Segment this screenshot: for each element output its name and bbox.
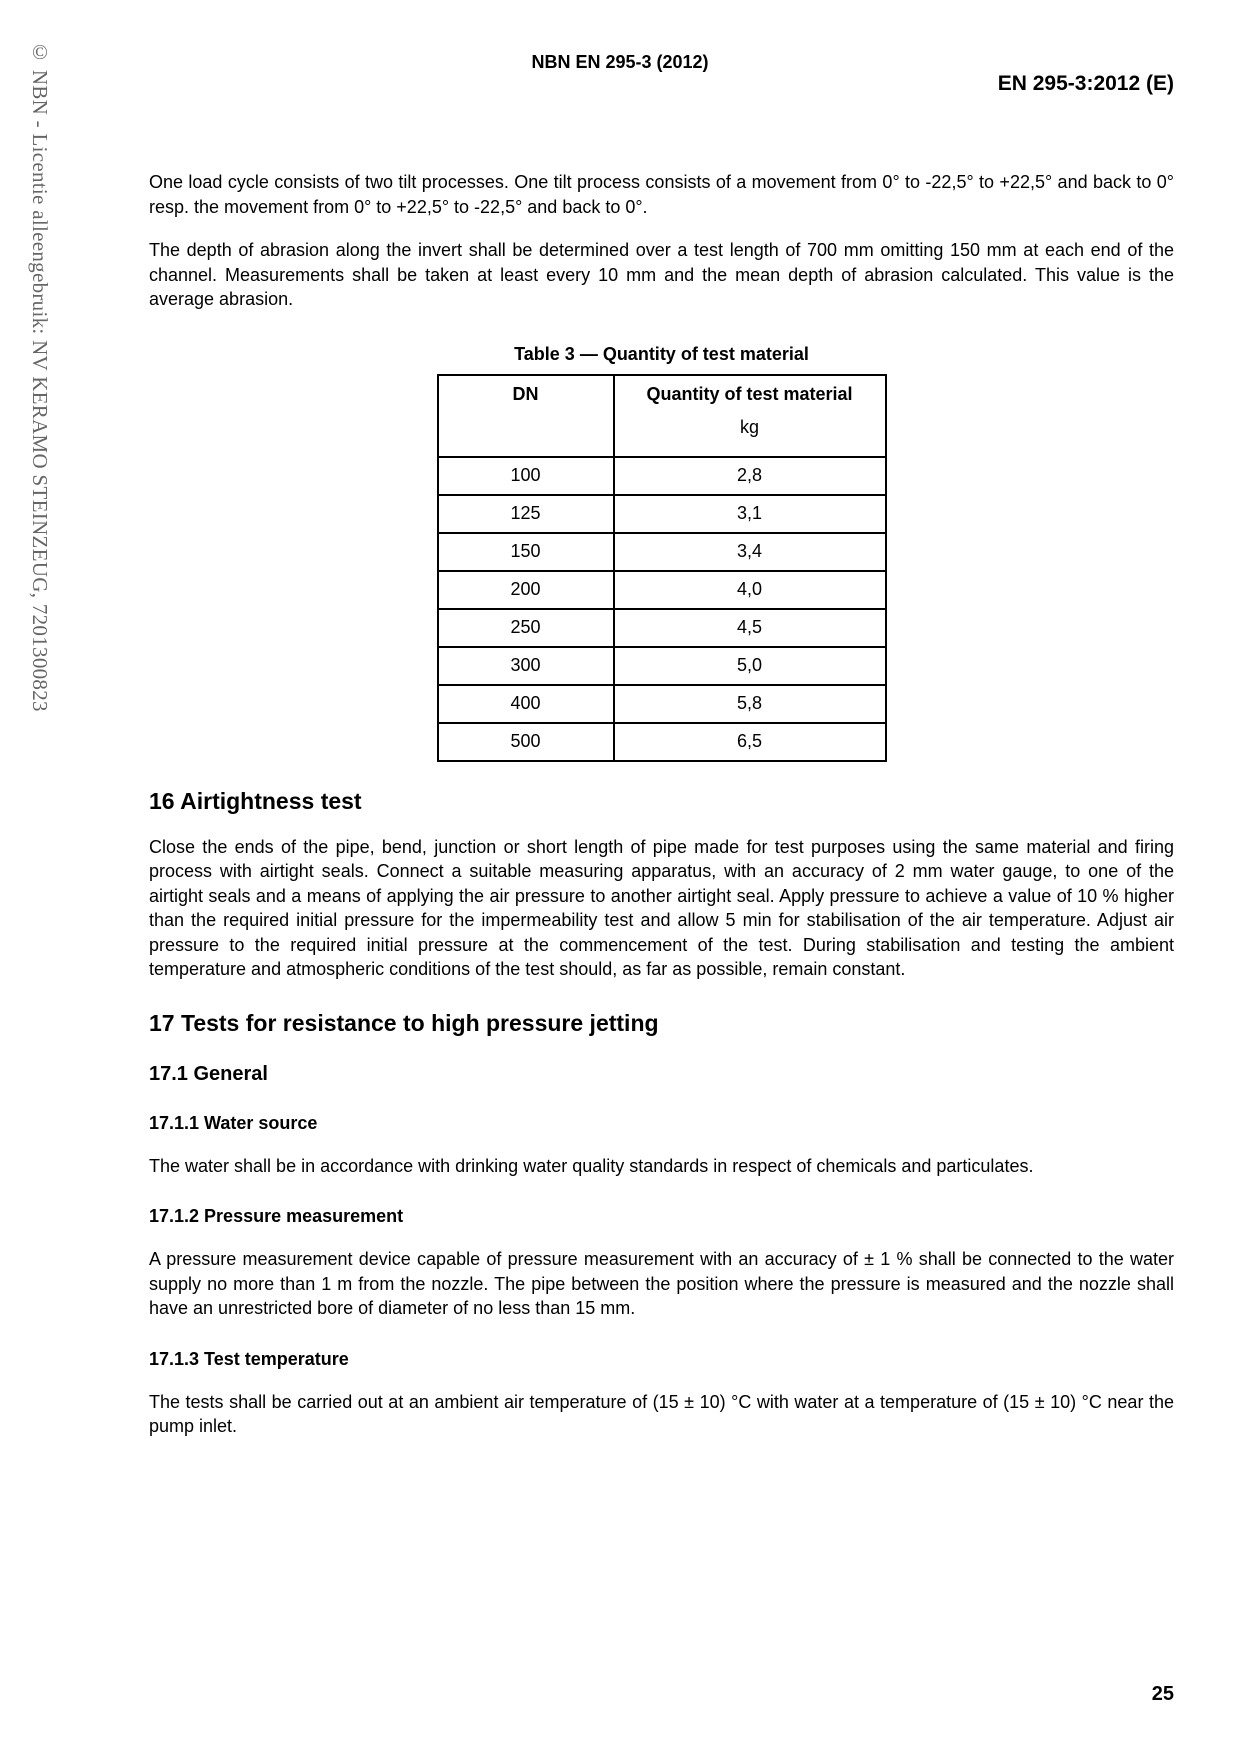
header-standard-nbn: NBN EN 295-3 (2012) [531,52,709,72]
table-row [438,571,886,609]
section-17-1-2-text: A pressure measurement device capable of pressure measurement with an accuracy of ± 1 % shall be connected to the water supply no more than 1 m from the nozzle. The pipe between the position where the pressure is measured and the nozzle shall have an unrestricted bore of diameter of no less than 15 mm. [149,1249,1174,1318]
column-header-unit: kg [739,416,759,437]
page-number: 25 [1151,1683,1174,1705]
table-row [438,533,886,571]
table-row [438,647,886,685]
column-header-quantity [614,375,886,457]
cell-quantity: 3,4 [614,533,886,571]
section-17-heading: 17 Tests for resistance to high pressure jetting [149,1009,659,1036]
section-17-1-1-heading: 17.1.1 Water source [149,1112,318,1133]
section-16-heading: 16 Airtightness test [149,787,362,814]
cell-quantity: 3,1 [614,495,886,533]
table-row [438,685,886,723]
section-17-1-2-heading: 17.1.2 Pressure measurement [149,1206,404,1226]
header-standard-en: EN 295-3:2012 (E) [997,72,1174,95]
cell-dn: 125 [438,495,614,533]
paragraph-abrasion-depth: The depth of abrasion along the invert shall be determined over a test length of 700 mm omitting 150 mm at each end of the channel. Measurements shall be taken at least every 10 mm and the mean depth of abrasion calculated. This value is the average abrasion. [149,240,1174,309]
section-17-1-3-heading: 17.1.3 Test temperature [149,1348,349,1369]
table-row [438,609,886,647]
table-row [438,495,886,533]
cell-dn: 100 [438,457,614,495]
table-row [438,457,886,495]
column-header-dn: DN [438,375,614,457]
cell-quantity: 5,8 [614,685,886,723]
cell-dn: 300 [438,647,614,685]
quantity-table [437,374,887,762]
cell-quantity: 6,5 [614,723,886,761]
section-17-1-1-text: The water shall be in accordance with drinking water quality standards in respect of chemicals and particulates. [149,1155,1034,1176]
cell-quantity: 4,5 [614,609,886,647]
cell-dn: 400 [438,685,614,723]
cell-dn: 500 [438,723,614,761]
section-16-text: Close the ends of the pipe, bend, junction or short length of pipe made for test purposes using the same material and firing process with airtight seals. Connect a suitable measuring apparatus, with an accuracy of 2 mm water gauge, to one of the airtight seals and a means of applying the air pressure to another airtight seal. Apply pressure to achieve a value of 10 % higher than the required initial pressure for the impermeability test and allow 5 min for stabilisation of the air temperature. Adjust air pressure to the required initial pressure at the commencement of the test. During stabilisation and testing the ambient temperature and atmospheric conditions of the test should, as far as possible, remain constant. [149,836,1174,979]
cell-quantity: 2,8 [614,457,886,495]
page-content [149,170,1174,1439]
section-17-1-3-text: The tests shall be carried out at an ambient air temperature of (15 ± 10) °C with water at a temperature of (15 ± 10) °C near the pump inlet. [149,1391,1174,1436]
cell-dn: 250 [438,609,614,647]
table-caption: Table 3 — Quantity of test material [514,343,809,364]
section-17-1-heading: 17.1 General [149,1062,268,1085]
cell-quantity: 4,0 [614,571,886,609]
paragraph-load-cycle: One load cycle consists of two tilt processes. One tilt process consists of a movement from 0° to -22,5° to +22,5° and back to 0° resp. the movement from 0° to +22,5° to -22,5° and back to 0°. [149,172,1174,217]
table-row [438,723,886,761]
table-header-row [438,375,886,457]
cell-dn: 200 [438,571,614,609]
copyright-watermark: © NBN - Licentie alleengebruik: NV KERAMO STEINZEUG, 7201300823 [28,40,52,712]
cell-quantity: 5,0 [614,647,886,685]
column-header-quantity-label: Quantity of test material [646,383,853,404]
cell-dn: 150 [438,533,614,571]
